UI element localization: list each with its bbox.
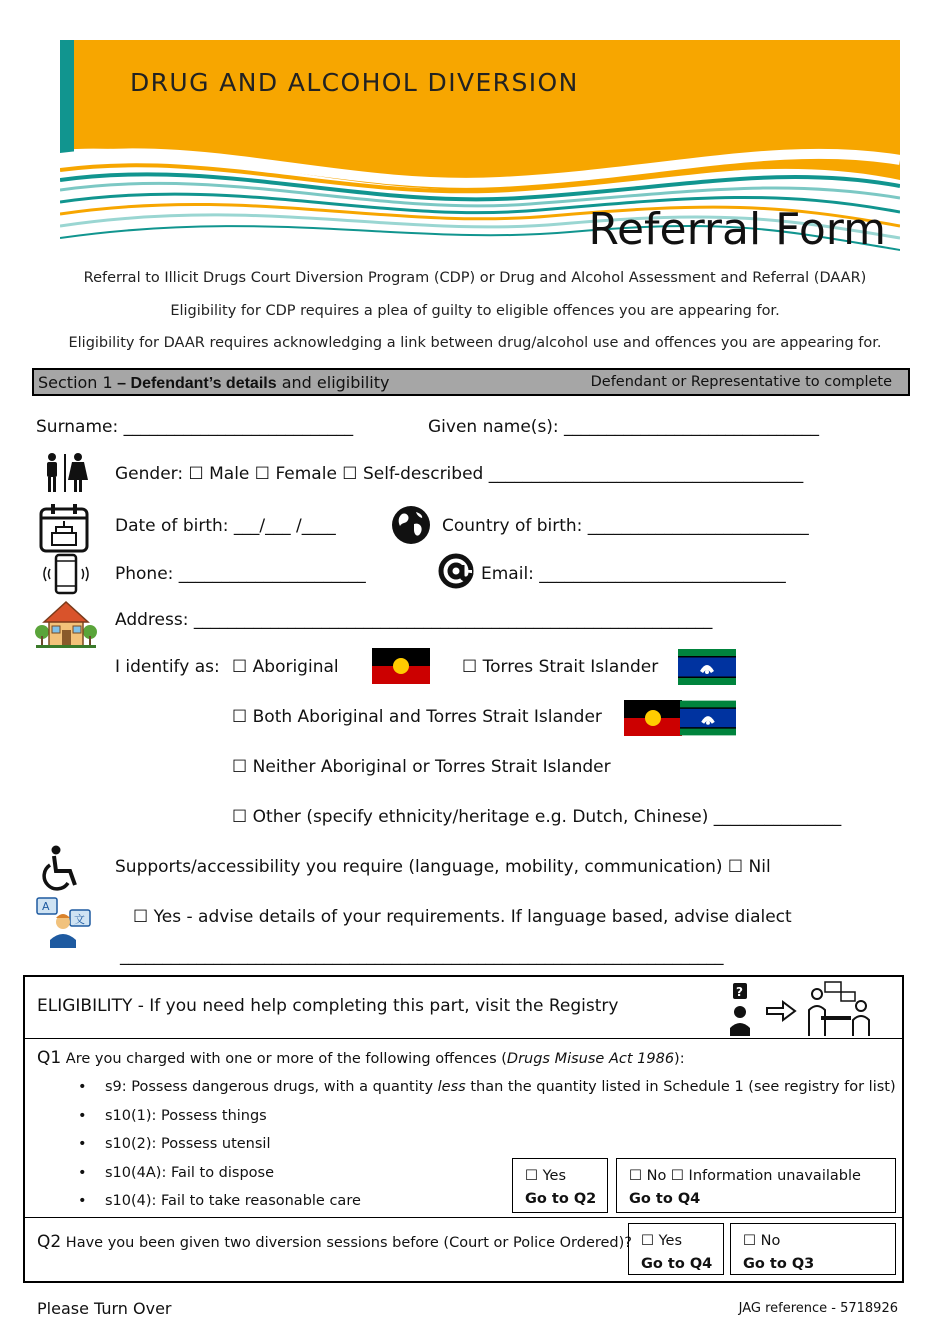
q1-yes-option[interactable]: ☐ Yes Go to Q2 [512, 1158, 608, 1213]
globe-icon [390, 504, 432, 550]
both-torres-strait-flag-icon [680, 700, 738, 736]
banner-title: DRUG AND ALCOHOL DIVERSION [130, 68, 579, 97]
jag-reference: JAG reference - 5718926 [738, 1301, 898, 1316]
aboriginal-checkbox[interactable]: ☐ Aboriginal [232, 657, 339, 677]
torres-strait-flag-icon [678, 649, 736, 685]
requirements-line[interactable]: _______________________________________________________________________ [120, 946, 724, 966]
dob-field[interactable]: Date of birth: ___/___ /____ [115, 516, 336, 536]
country-of-birth-field[interactable]: Country of birth: __________________________ [442, 516, 809, 536]
phone-field[interactable]: Phone: ______________________ [115, 564, 366, 584]
intro-line-3: Eligibility for DAAR requires acknowledging a link between drug/alcohol use and offences you are appearing for. [68, 335, 882, 351]
neither-checkbox[interactable]: ☐ Neither Aboriginal or Torres Strait Islander [232, 757, 611, 777]
intro-line-2: Eligibility for CDP requires a plea of guilty to eligible offences you are appearing for. [170, 303, 780, 319]
both-aboriginal-flag-icon [624, 700, 682, 736]
registry-help-icon [725, 980, 875, 1042]
phone-icon [42, 553, 90, 601]
q2-yes-option[interactable]: ☐ Yes Go to Q4 [628, 1223, 724, 1275]
offence-s10-1: • s10(1): Possess things [105, 1108, 267, 1124]
form-title: Referral Form [588, 204, 886, 255]
house-icon [34, 598, 98, 652]
svg-text:?: ? [736, 985, 743, 999]
section-1-label: Section 1 – Defendant’s details and eligibility [38, 373, 390, 392]
gender-field[interactable]: Gender: ☐ Male ☐ Female ☐ Self-described _____________________________________ [115, 464, 804, 484]
please-turn-over: Please Turn Over [37, 1299, 172, 1318]
q1-no-option[interactable]: ☐ No ☐ Information unavailable Go to Q4 [616, 1158, 896, 1213]
q2-no-option[interactable]: ☐ No Go to Q3 [730, 1223, 896, 1275]
offence-s10-2: • s10(2): Possess utensil [105, 1136, 270, 1152]
at-sign-icon [438, 553, 474, 593]
identify-label: I identify as: [115, 657, 220, 677]
eligibility-box [23, 975, 904, 1283]
offence-s10-4a: • s10(4A): Fail to dispose [105, 1165, 274, 1181]
gender-icon [40, 452, 90, 498]
calendar-cake-icon [38, 503, 90, 557]
given-name-field[interactable]: Given name(s): ______________________________ [428, 417, 820, 437]
email-field[interactable]: Email: _____________________________ [481, 564, 786, 584]
supports-field[interactable]: Supports/accessibility you require (language, mobility, communication) ☐ Nil [115, 857, 771, 877]
eligibility-title: ELIGIBILITY - If you need help completing this part, visit the Registry [37, 996, 619, 1016]
section-1-header [32, 368, 910, 396]
yes-advise-checkbox[interactable]: ☐ Yes - advise details of your requirements. If language based, advise dialect [133, 907, 792, 927]
other-checkbox[interactable]: ☐ Other (specify ethnicity/heritage e.g. Dutch, Chinese) _______________ [232, 807, 842, 827]
torres-strait-checkbox[interactable]: ☐ Torres Strait Islander [462, 657, 659, 677]
question-1: Q1 Are you charged with one or more of the following offences (Drugs Misuse Act 1986): [37, 1048, 685, 1068]
question-2: Q2 Have you been given two diversion sessions before (Court or Police Ordered)? [37, 1232, 632, 1252]
offence-s9: • s9: Possess dangerous drugs, with a quantity less than the quantity listed in Schedule 1 (see registry for list) [105, 1079, 896, 1095]
intro-line-1: Referral to Illicit Drugs Court Diversion Program (CDP) or Drug and Alcohol Assessment and Referral (DAAR) [83, 270, 867, 286]
svg-text:A: A [42, 900, 50, 913]
interpreter-icon [36, 896, 92, 952]
both-checkbox[interactable]: ☐ Both Aboriginal and Torres Strait Islander [232, 707, 602, 727]
svg-text:文: 文 [74, 913, 85, 926]
wheelchair-icon [42, 845, 86, 897]
aboriginal-flag-icon [372, 648, 430, 684]
offence-s10-4: • s10(4): Fail to take reasonable care [105, 1193, 361, 1209]
divider [25, 1038, 902, 1039]
address-field[interactable]: Address: _____________________________________________________________ [115, 610, 713, 630]
section-1-note: Defendant or Representative to complete [590, 374, 892, 390]
surname-field[interactable]: Surname: ___________________________ [36, 417, 354, 437]
divider [25, 1217, 902, 1218]
